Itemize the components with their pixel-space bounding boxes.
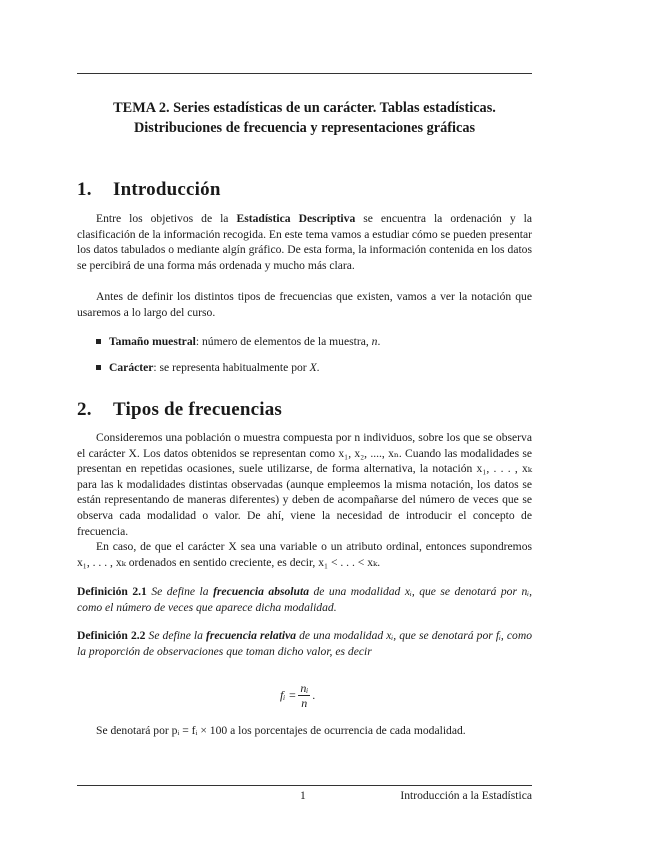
section-heading-tipos-de-frecuencias <box>77 398 532 422</box>
section-title: Introducción <box>113 179 221 200</box>
list-text: : número de elementos de la muestra, <box>195 335 372 348</box>
closing-paragraph: Se denotará por pᵢ = fᵢ × 100 a los porcentajes de ocurrencia de cada modalidad. <box>96 724 466 737</box>
intro-text-cont: se encuentra la ordenación y la clasificación de la información recogida. En este tema vamos a estudiar cómo se pueden presentar los datos tabulados o mediante algín gráfico. De esta forma, la información contenida en los datos se percibirá de una forma más ordenada y mucho más clara. <box>77 212 532 272</box>
list-text: : se representa habitualmente por <box>153 361 310 374</box>
intro-text: Entre los objetivos de la <box>96 212 237 225</box>
bullet-icon <box>96 339 101 344</box>
formula-end: . <box>312 688 316 702</box>
frequency-paragraph-1: Consideremos una población o muestra compuesta por n individuos, sobre los que se observa el carácter X. Los datos obtenidos se representan como x₁, x₂, ...., xₙ. Cuando las modalidades se presentan en repetidas ocasiones, suele utilizarse, de forma alternativa, la notación x₁, . . . , xₖ para las k modalidades distintas observadas (aunque empleemos la misma notación, los datos se están representando de maneras diferentes) y deben de acompañarse del número de veces que se observa cada modalidad o valor. De ahí, viene la necesidad de introducir el concepto de frecuencia. <box>77 431 532 538</box>
definition-label: Definición 2.2 <box>77 629 146 642</box>
intro-paragraph-2: Antes de definir los distintos tipos de frecuencias que existen, vamos a ver la notación que usaremos a lo largo del curso. <box>77 290 532 319</box>
frequency-paragraph-2: En caso, de que el carácter X sea una variable o un atributo ordinal, entonces supondremos x₁, . . . , xₖ ordenados en sentido creciente, es decir, x₁ < . . . < xₖ. <box>77 540 532 569</box>
formula-lhs: fᵢ = <box>280 688 297 702</box>
definition-text-cont: de una modalidad xᵢ, que se denotará por fᵢ, como la proporción de observaciones que toman dicho valor, es decir <box>77 629 532 658</box>
page-number: 1 <box>300 789 306 802</box>
section-heading-introduccion <box>77 178 532 202</box>
math-symbol: n <box>371 335 378 348</box>
section-title: Tipos de frecuencias <box>113 399 283 420</box>
header-rule <box>77 73 532 74</box>
fraction <box>298 681 310 710</box>
intro-paragraph-1 <box>77 211 532 273</box>
relative-frequency-formula <box>280 681 315 710</box>
section-number: 2. <box>77 399 92 420</box>
definition-term: frecuencia relativa <box>206 629 297 642</box>
list-end: . <box>377 335 381 348</box>
definition-text-cont: de una modalidad xᵢ, que se denotará por nᵢ, como el número de veces que aparece dicha modalidad. <box>77 585 532 614</box>
definition-text: Se define la <box>145 629 207 642</box>
list-item <box>77 360 532 386</box>
math-symbol: X <box>309 361 317 374</box>
notation-list <box>77 334 532 386</box>
footer-rule <box>77 785 532 786</box>
course-name: Introducción a la Estadística <box>400 789 532 802</box>
definition-label: Definición 2.1 <box>77 585 147 598</box>
list-term: Tamaño muestral <box>109 335 196 348</box>
definition-2-1 <box>77 584 532 615</box>
bullet-icon <box>96 365 101 370</box>
fraction-denominator: n <box>301 696 308 710</box>
bold-term: Estadística Descriptiva <box>236 212 356 225</box>
section-number: 1. <box>77 179 92 200</box>
fraction-numerator: nᵢ <box>300 681 309 695</box>
list-end: . <box>316 361 320 374</box>
document-title: TEMA 2. Series estadísticas de un carácter. Tablas estadísticas. Distribuciones de frecuencia y representaciones gráficas <box>113 100 496 136</box>
list-term: Carácter <box>109 361 154 374</box>
definition-2-2 <box>77 628 532 659</box>
definition-term: frecuencia absoluta <box>213 585 309 598</box>
list-item <box>77 334 532 360</box>
definition-text: Se define la <box>146 585 214 598</box>
